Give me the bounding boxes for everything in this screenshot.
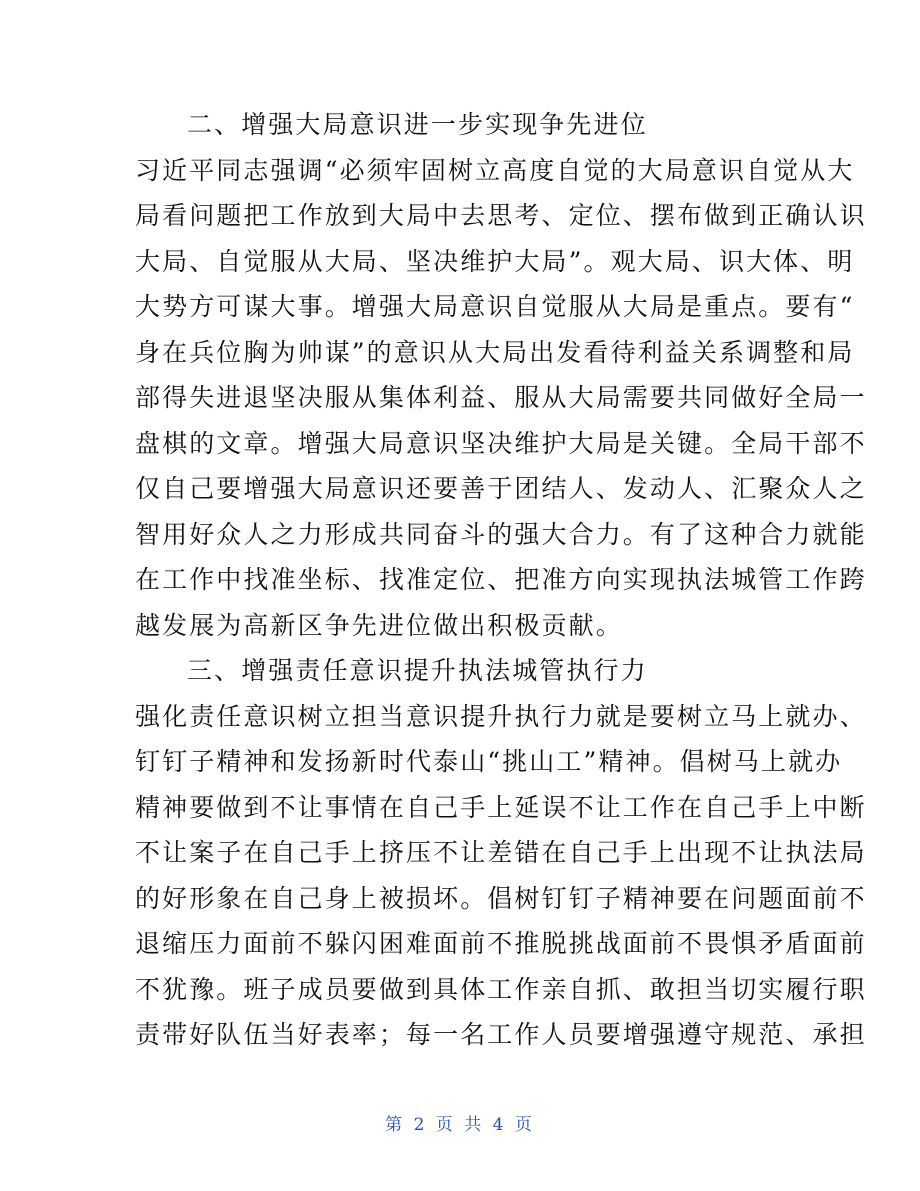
paragraph-line: 部得失进退坚决服从集体利益、服从大局需要共同做好全局一 xyxy=(135,383,867,412)
paragraph-line: 精神要做到不让事情在自己手上延误不让工作在自己手上中断 xyxy=(135,792,867,822)
section-heading: 三、增强责任意识提升执法城管执行力 xyxy=(187,656,648,685)
paragraph-line: 在工作中找准坐标、找准定位、把准方向实现执法城管工作跨 xyxy=(135,565,867,594)
paragraph-line: 身在兵位胸为帅谋”的意识从大局出发看待利益关系调整和局 xyxy=(135,337,855,367)
paragraph-line: 盘棋的文章。增强大局意识坚决维护大局是关键。全局干部不 xyxy=(135,428,867,458)
paragraph-line: 局看问题把工作放到大局中去思考、定位、摆布做到正确认识 xyxy=(135,201,867,230)
paragraph-line: 不犹豫。班子成员要做到具体工作亲自抓、敢担当切实履行职 xyxy=(135,974,867,1004)
paragraph-line: 责带好队伍当好表率；每一名工作人员要增强遵守规范、承担 xyxy=(135,1020,867,1049)
paragraph-line: 仅自己要增强大局意识还要善于团结人、发动人、汇聚众人之 xyxy=(135,474,867,503)
paragraph-line: 的好形象在自己身上被损坏。倡树钉钉子精神要在问题面前不 xyxy=(135,883,867,913)
paragraph-line: 越发展为高新区争先进位做出积极贡献。 xyxy=(135,610,623,640)
page-number-footer: 第 2 页 共 4 页 xyxy=(385,1115,535,1135)
paragraph-line: 强化责任意识树立担当意识提升执行力就是要树立马上就办、 xyxy=(135,701,867,731)
section-heading: 二、增强大局意识进一步实现争先进位 xyxy=(187,110,648,139)
paragraph-line: 退缩压力面前不躲闪困难面前不推脱挑战面前不畏惧矛盾面前 xyxy=(135,929,867,958)
paragraph-line: 钉钉子精神和发扬新时代泰山“挑山工”精神。倡树马上就办 xyxy=(135,747,843,776)
paragraph-line: 大局、自觉服从大局、坚决维护大局”。观大局、识大体、明 xyxy=(135,246,855,276)
paragraph-line: 智用好众人之力形成共同奋斗的强大合力。有了这种合力就能 xyxy=(135,519,867,549)
paragraph-line: 不让案子在自己手上挤压不让差错在自己手上出现不让执法局 xyxy=(135,838,867,867)
document-body xyxy=(135,102,867,1058)
paragraph-line: 习近平同志强调“必须牢固树立高度自觉的大局意识自觉从大 xyxy=(135,155,855,185)
paragraph-line: 大势方可谋大事。增强大局意识自觉服从大局是重点。要有“ xyxy=(135,292,855,321)
